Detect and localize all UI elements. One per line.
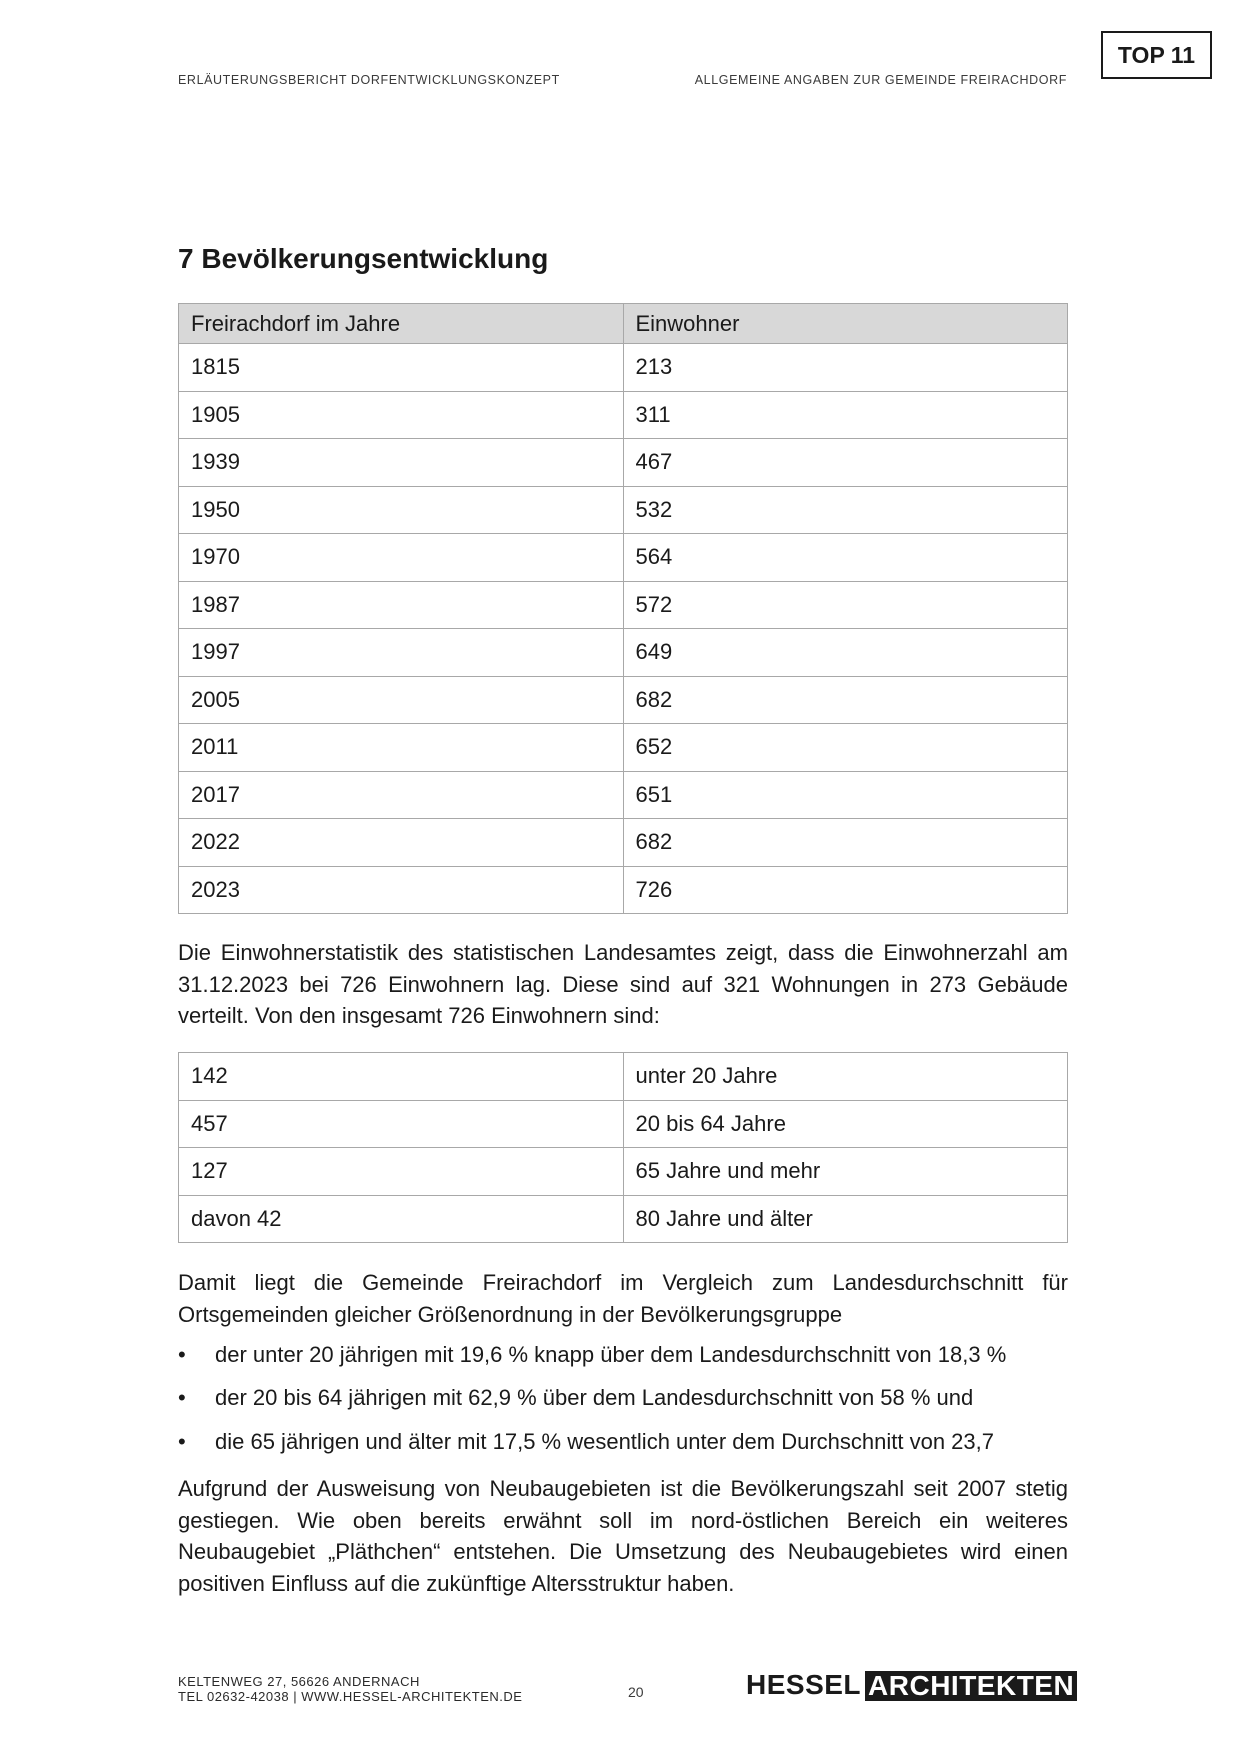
bullet-icon: • xyxy=(178,1342,186,1367)
paragraph-comparison: Damit liegt die Gemeinde Freirachdorf im Vergleich zum Landesdurchschnitt für Ortsgemeinden gleicher Größenordnung in der Bevölkerungsgruppe xyxy=(178,1270,1068,1327)
year-cell: 1970 xyxy=(179,534,624,582)
table-row xyxy=(179,1053,1068,1101)
table-row xyxy=(179,1148,1068,1196)
table-row xyxy=(179,581,1068,629)
population-table xyxy=(178,303,1068,914)
year-cell: 2022 xyxy=(179,819,624,867)
table-header-row xyxy=(179,304,1068,344)
header-right: ALLGEMEINE ANGABEN ZUR GEMEINDE FREIRACHDORF xyxy=(694,73,1067,87)
logo-text-hessel: HESSEL xyxy=(746,1669,862,1700)
paragraph-outlook: Aufgrund der Ausweisung von Neubaugebieten ist die Bevölkerungszahl seit 2007 stetig gestiegen. Wie oben bereits erwähnt soll im nord-östlichen Bereich ein weiteres Neubaugebiet „Pläthchen“ entstehen. Die Umsetzung des Neubaugebietes wird einen positiven Einfluss auf die zukünftige Altersstruktur haben. xyxy=(178,1476,1068,1596)
count-cell: davon 42 xyxy=(179,1195,624,1243)
age-group-cell: unter 20 Jahre xyxy=(623,1053,1068,1101)
page-number: 20 xyxy=(628,1684,644,1700)
year-cell: 2005 xyxy=(179,676,624,724)
footer-address-line2: TEL 02632-42038 | WWW.HESSEL-ARCHITEKTEN.DE xyxy=(178,1689,523,1704)
residents-cell: 652 xyxy=(623,724,1068,772)
footer-address-line1: KELTENWEG 27, 56626 ANDERNACH xyxy=(178,1674,420,1689)
residents-cell: 682 xyxy=(623,676,1068,724)
footer-address xyxy=(178,1674,522,1704)
list-item-text: der 20 bis 64 jährigen mit 62,9 % über dem Landesdurchschnitt von 58 % und xyxy=(215,1385,974,1411)
table-row xyxy=(179,486,1068,534)
table-row xyxy=(179,819,1068,867)
logo-text-architekten: ARCHITEKTEN xyxy=(865,1671,1077,1701)
comparison-list xyxy=(178,1339,1068,1469)
year-cell: 1905 xyxy=(179,391,624,439)
list-item-text: die 65 jährigen und älter mit 17,5 % wesentlich unter dem Durchschnitt von 23,7 xyxy=(215,1428,994,1454)
table-row xyxy=(179,439,1068,487)
year-cell: 1950 xyxy=(179,486,624,534)
age-group-cell: 80 Jahre und älter xyxy=(623,1195,1068,1243)
list-item xyxy=(178,1426,1068,1469)
list-item-text: der unter 20 jährigen mit 19,6 % knapp über dem Landesdurchschnitt von 18,3 % xyxy=(215,1342,1007,1367)
table-row xyxy=(179,771,1068,819)
residents-cell: 682 xyxy=(623,819,1068,867)
count-cell: 142 xyxy=(179,1053,624,1101)
count-cell: 127 xyxy=(179,1148,624,1196)
table-row xyxy=(179,866,1068,914)
top-badge: TOP 11 xyxy=(1101,31,1212,79)
column-header-year: Freirachdorf im Jahre xyxy=(179,304,624,344)
year-cell: 1997 xyxy=(179,629,624,677)
table-row xyxy=(179,629,1068,677)
company-logo xyxy=(746,1669,1075,1701)
residents-cell: 564 xyxy=(623,534,1068,582)
list-item xyxy=(178,1339,1068,1382)
residents-cell: 532 xyxy=(623,486,1068,534)
age-group-cell: 20 bis 64 Jahre xyxy=(623,1100,1068,1148)
residents-cell: 649 xyxy=(623,629,1068,677)
table-row xyxy=(179,1100,1068,1148)
age-table xyxy=(178,1052,1068,1243)
year-cell: 1815 xyxy=(179,344,624,392)
bullet-icon: • xyxy=(178,1385,186,1411)
table-row xyxy=(179,344,1068,392)
residents-cell: 467 xyxy=(623,439,1068,487)
bullet-icon: • xyxy=(178,1428,186,1454)
table-row xyxy=(179,724,1068,772)
section-title: 7 Bevölkerungsentwicklung xyxy=(178,243,549,274)
residents-cell: 726 xyxy=(623,866,1068,914)
table-row xyxy=(179,1195,1068,1243)
paragraph-statistics: Die Einwohnerstatistik des statistischen Landesamtes zeigt, dass die Einwohnerzahl am 31.12.2023 bei 726 Einwohnern lag. Diese sind auf 321 Wohnungen in 273 Gebäude verteilt. Von den insgesamt 726 Einwohnern sind: xyxy=(178,940,1068,1028)
list-item xyxy=(178,1382,1068,1425)
residents-cell: 213 xyxy=(623,344,1068,392)
year-cell: 2011 xyxy=(179,724,624,772)
residents-cell: 572 xyxy=(623,581,1068,629)
year-cell: 2023 xyxy=(179,866,624,914)
table-row xyxy=(179,391,1068,439)
table-row xyxy=(179,676,1068,724)
residents-cell: 651 xyxy=(623,771,1068,819)
year-cell: 2017 xyxy=(179,771,624,819)
year-cell: 1939 xyxy=(179,439,624,487)
table-row xyxy=(179,534,1068,582)
year-cell: 1987 xyxy=(179,581,624,629)
age-group-cell: 65 Jahre und mehr xyxy=(623,1148,1068,1196)
header-left: ERLÄUTERUNGSBERICHT DORFENTWICKLUNGSKONZEPT xyxy=(178,73,560,87)
count-cell: 457 xyxy=(179,1100,624,1148)
column-header-residents: Einwohner xyxy=(623,304,1068,344)
residents-cell: 311 xyxy=(623,391,1068,439)
